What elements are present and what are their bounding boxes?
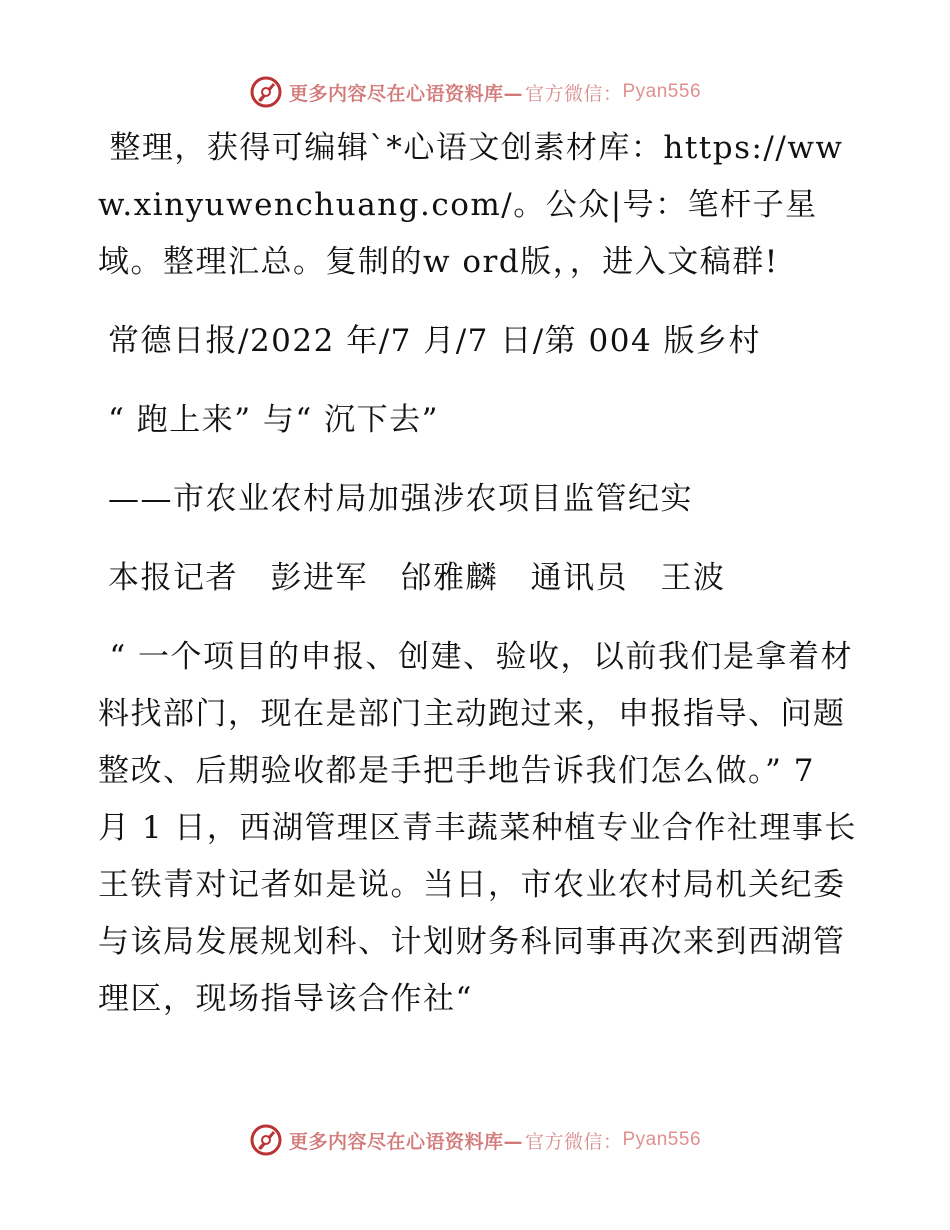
banner-slogan: 更多内容尽在心语资料库— <box>288 82 523 105</box>
document-body <box>98 120 858 1028</box>
byline: 本报记者 彭进军 邰雅麟 通讯员 王波 <box>108 560 726 596</box>
source-line: 常德日报/2022 年/7 月/7 日/第 004 版乡村 <box>108 323 762 359</box>
body-paragraph: “ 一个项目的申报、创建、验收，以前我们是拿着材料找部门，现在是部门主动跑过来，申报指导、问题整改、后期验收都是手把手地告诉我们怎么做。” 7 月 1 日，西湖管理区青丰蔬菜种植专业合作社理事长王铁青对记者如是说。当日，市农业农村局机关纪委与该局发展规划科、计划财务科同事再次来到西湖管理区，现场指导该合作社“ <box>98 639 857 1017</box>
footer-banner <box>0 1120 950 1160</box>
banner-wechat-label: 官方微信： <box>524 1130 623 1153</box>
quill-logo-icon <box>249 75 283 109</box>
subheadline: ——市农业农村局加强涉农项目监管纪实 <box>108 481 693 517</box>
quill-logo-icon <box>249 1123 283 1157</box>
banner-wechat-id: Pyan556 <box>622 1129 702 1150</box>
banner-slogan: 更多内容尽在心语资料库— <box>288 1130 523 1153</box>
banner-wechat-id: Pyan556 <box>622 81 702 102</box>
headline: “ 跑上来” 与“ 沉下去” <box>108 402 439 438</box>
header-banner <box>0 72 950 112</box>
banner-wechat-label: 官方微信： <box>524 82 623 105</box>
intro-paragraph: 整理，获得可编辑`*心语文创素材库：https://www.xinyuwenchuang.com/。公众|号：笔杆子星域。整理汇总。复制的w ord版，，进入文稿群! <box>98 130 844 280</box>
